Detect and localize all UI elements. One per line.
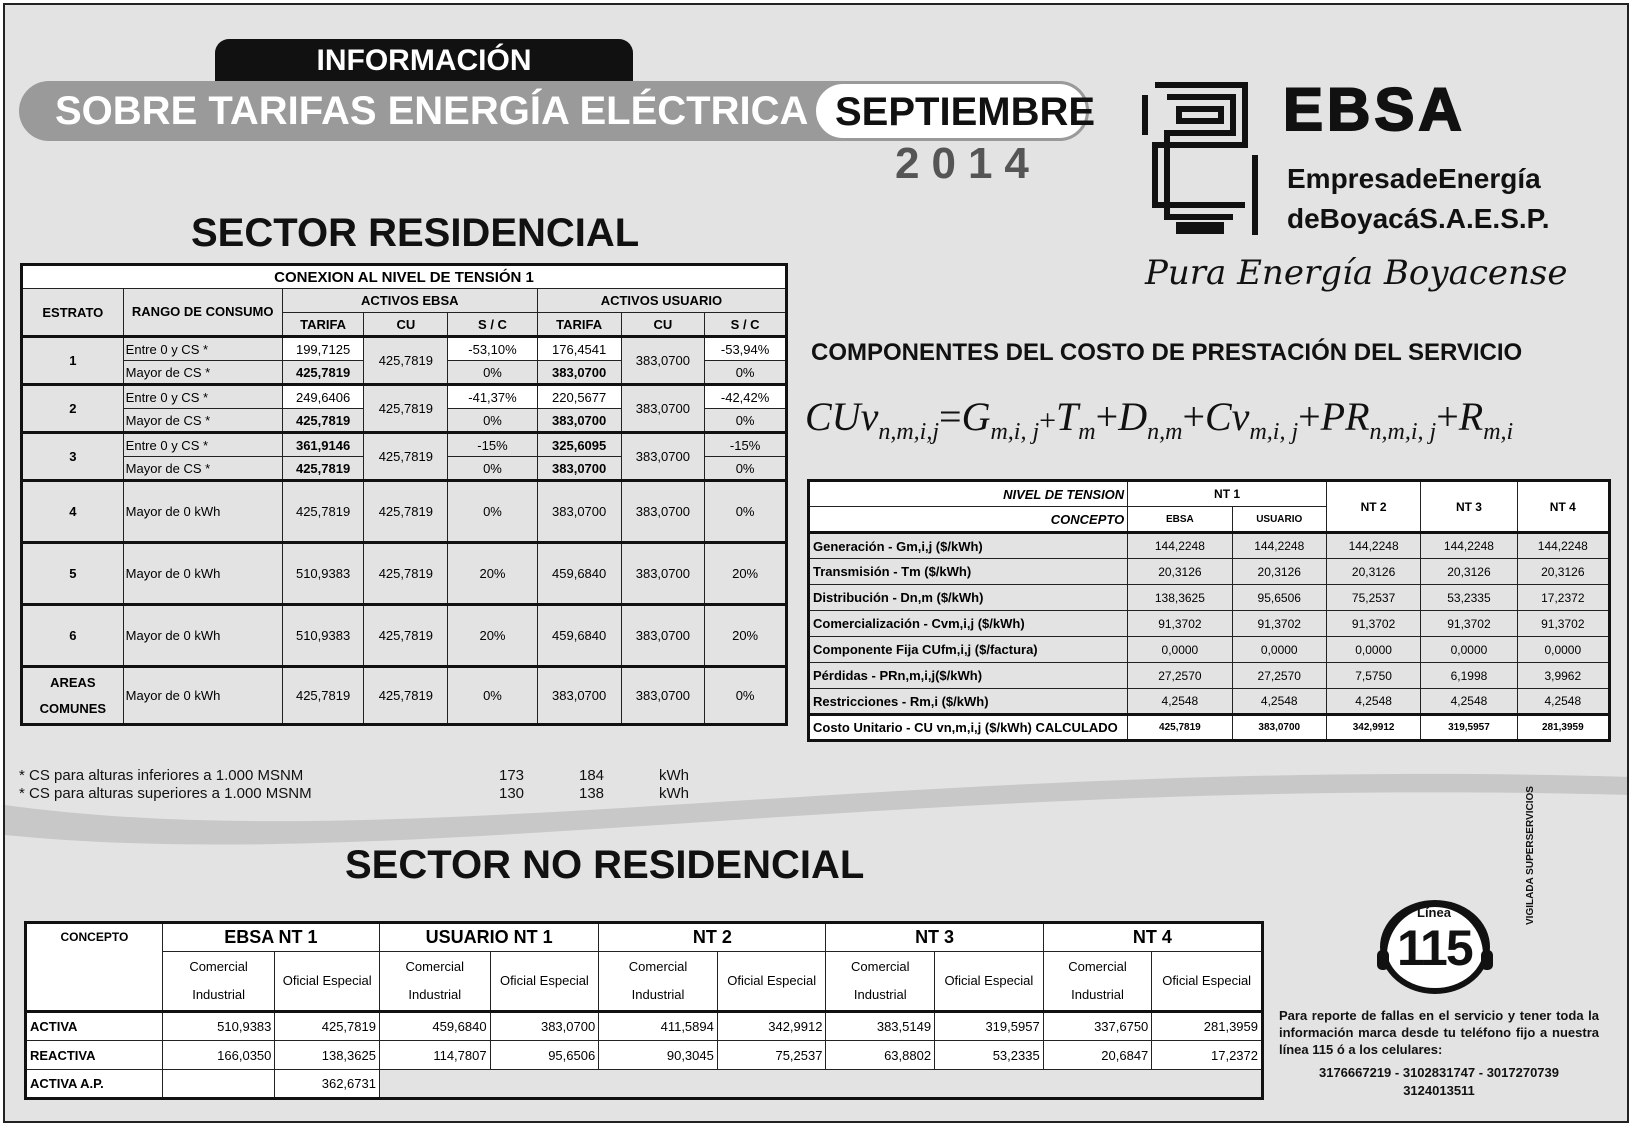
components-title: COMPONENTES DEL COSTO DE PRESTACIÓN DEL SERVICIO <box>811 339 1523 366</box>
value-cell: 138,3625 <box>1128 585 1232 611</box>
rango-cell: Mayor de CS * <box>123 361 282 385</box>
row-label: Transmisión - Tm ($/kWh) <box>809 559 1128 585</box>
group-header: USUARIO NT 1 <box>379 923 598 952</box>
formula-op: + <box>1436 394 1459 439</box>
value-cell: 144,2248 <box>1421 533 1517 559</box>
col-concepto: CONCEPTO <box>26 923 163 1012</box>
cu-cell: 425,7819 <box>364 605 448 667</box>
col-nivel-tension: NIVEL DE TENSION <box>809 481 1128 507</box>
sc-cell: 0% <box>448 409 538 433</box>
col-sc: S / C <box>448 313 538 337</box>
non-residential-title: SECTOR NO RESIDENCIAL <box>345 843 865 887</box>
value-cell: 63,8802 <box>826 1041 935 1070</box>
table-row <box>26 1012 1263 1041</box>
tarifa-cell: 325,6095 <box>537 433 621 457</box>
cs-note-2 <box>19 785 689 802</box>
sc-cell: 20% <box>448 543 538 605</box>
col-nt1: NT 1 <box>1128 481 1327 507</box>
formula-sub: m,i, j <box>1249 419 1299 445</box>
table-row <box>22 543 787 605</box>
formula-sub: m,i <box>1483 419 1514 445</box>
value-cell: 17,2372 <box>1152 1041 1263 1070</box>
group-header: NT 4 <box>1043 923 1262 952</box>
rango-cell: Mayor de 0 kWh <box>123 667 282 725</box>
subheader-cell: Oficial Especial <box>1152 952 1263 1012</box>
col-activos-ebsa: ACTIVOS EBSA <box>282 289 537 313</box>
value-cell: 342,9912 <box>1326 715 1420 741</box>
note-text: * CS para alturas superiores a 1.000 MSNM <box>19 785 312 802</box>
tarifa-cell: 199,7125 <box>282 337 364 361</box>
header-year: 2014 <box>895 139 1041 188</box>
header-info-label: INFORMACIÓN <box>215 39 633 81</box>
value-cell: 7,5750 <box>1326 663 1420 689</box>
value-cell: 4,2548 <box>1128 689 1232 715</box>
col-rango: RANGO DE CONSUMO <box>123 289 282 337</box>
value-cell: 0,0000 <box>1421 637 1517 663</box>
formula-sub: n,m,i, j <box>1369 419 1437 445</box>
tarifa-cell: 459,6840 <box>537 605 621 667</box>
value-cell: 144,2248 <box>1326 533 1420 559</box>
tarifa-cell: 383,0700 <box>537 667 621 725</box>
formula-sub: n,m <box>1147 419 1183 445</box>
formula-op: + <box>1039 404 1057 437</box>
value-cell: 0,0000 <box>1232 637 1326 663</box>
formula-lhs: CUv <box>805 394 879 439</box>
table-row <box>809 585 1610 611</box>
sc-cell: 0% <box>705 361 787 385</box>
tarifa-cell: 383,0700 <box>537 361 621 385</box>
subheader-cell: Comercial Industrial <box>1043 952 1152 1012</box>
value-cell: 20,6847 <box>1043 1041 1152 1070</box>
sc-cell: 20% <box>448 605 538 667</box>
contact-text: Para reporte de fallas en el servicio y tener toda la información marca desde tu teléfono fijo a nuestra línea 115 ó a los celulares: <box>1279 1008 1599 1057</box>
sc-cell: -15% <box>448 433 538 457</box>
rango-cell: Entre 0 y CS * <box>123 385 282 409</box>
header-month: SEPTIEMBRE <box>835 90 1096 134</box>
cu-cell: 383,0700 <box>621 337 705 385</box>
value-cell: 166,0350 <box>162 1041 275 1070</box>
value-cell: 6,1998 <box>1421 663 1517 689</box>
table-row <box>22 433 787 457</box>
header-title: SOBRE TARIFAS ENERGÍA ELÉCTRICA <box>55 89 809 133</box>
sc-cell: 0% <box>448 457 538 481</box>
value-cell: 4,2548 <box>1517 689 1609 715</box>
value-cell: 362,6731 <box>275 1070 380 1099</box>
value-cell: 91,3702 <box>1326 611 1420 637</box>
formula-term: G <box>961 394 991 439</box>
row-label: REACTIVA <box>26 1041 163 1070</box>
note-value: 184 <box>579 767 605 784</box>
estrato-cell: 6 <box>22 605 124 667</box>
table-row <box>22 385 787 409</box>
tarifa-cell: 249,6406 <box>282 385 364 409</box>
value-cell: 144,2248 <box>1517 533 1609 559</box>
formula-term: T <box>1056 394 1079 439</box>
value-cell: 90,3045 <box>599 1041 718 1070</box>
row-label: Generación - Gm,i,j ($/kWh) <box>809 533 1128 559</box>
rango-cell: Mayor de 0 kWh <box>123 543 282 605</box>
formula-sub: m,i, j <box>990 419 1040 445</box>
table-row <box>809 611 1610 637</box>
value-cell: 144,2248 <box>1128 533 1232 559</box>
col-nt2: NT 2 <box>1326 481 1420 533</box>
col-activos-usuario: ACTIVOS USUARIO <box>537 289 786 313</box>
table-row <box>809 559 1610 585</box>
table-row <box>809 689 1610 715</box>
value-cell: 383,0700 <box>1232 715 1326 741</box>
estrato-cell: 2 <box>22 385 124 433</box>
value-cell: 4,2548 <box>1326 689 1420 715</box>
note-value: 138 <box>579 785 605 802</box>
tariff-notice <box>3 3 1629 1123</box>
table-row <box>22 481 787 543</box>
col-cu: CU <box>621 313 705 337</box>
value-cell: 510,9383 <box>162 1012 275 1041</box>
note-value: 130 <box>499 785 525 802</box>
note-text: * CS para alturas inferiores a 1.000 MSNM <box>19 767 304 784</box>
value-cell: 75,2537 <box>717 1041 826 1070</box>
row-label: Restricciones - Rm,i ($/kWh) <box>809 689 1128 715</box>
company-name-1: EmpresadeEnergía <box>1287 163 1541 194</box>
rango-cell: Entre 0 y CS * <box>123 337 282 361</box>
table-row <box>22 337 787 361</box>
value-cell: 27,2570 <box>1128 663 1232 689</box>
col-tarifa: TARIFA <box>282 313 364 337</box>
formula-op: = <box>939 394 962 439</box>
value-cell: 319,5957 <box>935 1012 1044 1041</box>
table-row <box>22 605 787 667</box>
value-cell: 20,3126 <box>1517 559 1609 585</box>
row-label: Distribución - Dn,m ($/kWh) <box>809 585 1128 611</box>
formula-term: Cv <box>1205 394 1250 439</box>
subheader-cell: Comercial Industrial <box>379 952 490 1012</box>
tarifa-cell: 510,9383 <box>282 543 364 605</box>
formula-term: R <box>1458 394 1484 439</box>
value-cell: 144,2248 <box>1232 533 1326 559</box>
formula-term: PR <box>1320 394 1370 439</box>
tarifa-cell: 425,7819 <box>282 361 364 385</box>
value-cell: 91,3702 <box>1232 611 1326 637</box>
value-cell: 342,9912 <box>717 1012 826 1041</box>
value-cell: 425,7819 <box>1128 715 1232 741</box>
rango-cell: Mayor de CS * <box>123 409 282 433</box>
residential-table <box>20 263 788 726</box>
cu-cell: 425,7819 <box>364 481 448 543</box>
value-cell: 95,6506 <box>490 1041 599 1070</box>
group-header: EBSA NT 1 <box>162 923 379 952</box>
formula-term: D <box>1118 394 1148 439</box>
note-unit: kWh <box>659 767 689 784</box>
subheader-cell: Oficial Especial <box>490 952 599 1012</box>
rango-cell: Mayor de 0 kWh <box>123 605 282 667</box>
value-cell: 95,6506 <box>1232 585 1326 611</box>
col-estrato: ESTRATO <box>22 289 124 337</box>
table-row <box>809 663 1610 689</box>
subheader-cell: Comercial Industrial <box>162 952 275 1012</box>
value-cell: 383,0700 <box>490 1012 599 1041</box>
rango-cell: Mayor de 0 kWh <box>123 481 282 543</box>
contact-phones: 3176667219 - 3102831747 - 3017270739 <box>1318 1065 1559 1080</box>
table-row <box>26 1041 1263 1070</box>
cu-cell: 425,7819 <box>364 543 448 605</box>
tarifa-cell: 459,6840 <box>537 543 621 605</box>
tarifa-cell: 220,5677 <box>537 385 621 409</box>
sc-cell: 0% <box>448 667 538 725</box>
cost-formula <box>805 393 1513 446</box>
cu-cell: 425,7819 <box>364 433 448 481</box>
value-cell: 138,3625 <box>275 1041 380 1070</box>
sc-cell: 0% <box>705 457 787 481</box>
cu-cell: 383,0700 <box>621 481 705 543</box>
value-cell: 0,0000 <box>1326 637 1420 663</box>
value-cell: 91,3702 <box>1128 611 1232 637</box>
ebsa-logo-icon <box>1135 75 1265 245</box>
row-label: Pérdidas - PRn,m,i,j($/kWh) <box>809 663 1128 689</box>
tarifa-cell: 383,0700 <box>537 409 621 433</box>
formula-op: + <box>1182 394 1205 439</box>
cu-cell: 383,0700 <box>621 433 705 481</box>
table-row <box>809 533 1610 559</box>
group-header: NT 2 <box>599 923 826 952</box>
sc-cell: -15% <box>705 433 787 457</box>
formula-sub: m <box>1078 419 1096 445</box>
value-cell: 20,3126 <box>1128 559 1232 585</box>
value-cell: 20,3126 <box>1232 559 1326 585</box>
row-label: Costo Unitario - CU vn,m,i,j ($/kWh) CALCULADO <box>809 715 1128 741</box>
col-ebsa: EBSA <box>1128 507 1232 533</box>
row-label: ACTIVA A.P. <box>26 1070 163 1099</box>
estrato-cell: AREAS COMUNES <box>22 667 124 725</box>
line-number: 115 <box>1397 920 1472 976</box>
col-tarifa: TARIFA <box>537 313 621 337</box>
subheader-cell: Oficial Especial <box>275 952 380 1012</box>
tarifa-cell: 361,9146 <box>282 433 364 457</box>
value-cell: 4,2548 <box>1232 689 1326 715</box>
contact-phones: 3124013511 <box>1403 1083 1475 1098</box>
estrato-cell: 3 <box>22 433 124 481</box>
tarifa-cell: 510,9383 <box>282 605 364 667</box>
sc-cell: 20% <box>705 605 787 667</box>
row-label: Comercialización - Cvm,i,j ($/kWh) <box>809 611 1128 637</box>
residential-caption: CONEXION AL NIVEL DE TENSIÓN 1 <box>22 265 787 289</box>
ebsa-logo-text: EBSA <box>1283 76 1466 143</box>
sc-cell: 0% <box>448 481 538 543</box>
sc-cell: 0% <box>705 409 787 433</box>
sc-cell: -53,10% <box>448 337 538 361</box>
cu-cell: 383,0700 <box>621 667 705 725</box>
cu-cell: 383,0700 <box>621 605 705 667</box>
cu-cell: 383,0700 <box>621 543 705 605</box>
vigilada-label: VIGILADA SUPERSERVICIOS <box>1525 786 1536 925</box>
value-cell: 4,2548 <box>1421 689 1517 715</box>
non-residential-table <box>24 921 1264 1100</box>
sc-cell: -53,94% <box>705 337 787 361</box>
value-cell: 75,2537 <box>1326 585 1420 611</box>
value-cell: 281,3959 <box>1152 1012 1263 1041</box>
cu-cell: 383,0700 <box>621 385 705 433</box>
components-table <box>807 479 1611 742</box>
subheader-cell: Oficial Especial <box>935 952 1044 1012</box>
row-label: Componente Fija CUfm,i,j ($/factura) <box>809 637 1128 663</box>
sc-cell: 0% <box>448 361 538 385</box>
ebsa-logo <box>1135 75 1265 250</box>
col-usuario: USUARIO <box>1232 507 1326 533</box>
col-nt3: NT 3 <box>1421 481 1517 533</box>
estrato-cell: 1 <box>22 337 124 385</box>
value-cell: 0,0000 <box>1517 637 1609 663</box>
note-value: 173 <box>499 767 525 784</box>
cu-cell: 425,7819 <box>364 337 448 385</box>
sc-cell: 20% <box>705 543 787 605</box>
subheader-cell: Oficial Especial <box>717 952 826 1012</box>
col-sc: S / C <box>705 313 787 337</box>
company-name-2: deBoyacáS.A.E.S.P. <box>1287 203 1550 234</box>
value-cell: 53,2335 <box>935 1041 1044 1070</box>
cs-note-1 <box>19 767 689 784</box>
note-unit: kWh <box>659 785 689 802</box>
value-cell: 17,2372 <box>1517 585 1609 611</box>
estrato-cell: 4 <box>22 481 124 543</box>
tarifa-cell: 176,4541 <box>537 337 621 361</box>
cu-cell: 425,7819 <box>364 385 448 433</box>
subheader-cell: Comercial Industrial <box>599 952 718 1012</box>
sc-cell: -42,42% <box>705 385 787 409</box>
cu-cell: 425,7819 <box>364 667 448 725</box>
tarifa-cell: 425,7819 <box>282 481 364 543</box>
col-nt4: NT 4 <box>1517 481 1609 533</box>
value-cell: 337,6750 <box>1043 1012 1152 1041</box>
rango-cell: Mayor de CS * <box>123 457 282 481</box>
tarifa-cell: 383,0700 <box>537 457 621 481</box>
value-cell: 53,2335 <box>1421 585 1517 611</box>
value-cell: 3,9962 <box>1517 663 1609 689</box>
value-cell: 383,5149 <box>826 1012 935 1041</box>
group-header: NT 3 <box>826 923 1043 952</box>
formula-op: + <box>1298 394 1321 439</box>
col-cu: CU <box>364 313 448 337</box>
value-cell: 0,0000 <box>1128 637 1232 663</box>
value-cell: 27,2570 <box>1232 663 1326 689</box>
value-cell: 281,3959 <box>1517 715 1609 741</box>
slogan: Pura Energía Boyacense <box>1145 253 1568 293</box>
formula-op: + <box>1095 394 1119 439</box>
estrato-cell: 5 <box>22 543 124 605</box>
value-cell: 459,6840 <box>379 1012 490 1041</box>
value-cell: 114,7807 <box>379 1041 490 1070</box>
line-label: Línea <box>1417 905 1451 920</box>
tarifa-cell: 383,0700 <box>537 481 621 543</box>
value-cell: 91,3702 <box>1517 611 1609 637</box>
value-cell: 91,3702 <box>1421 611 1517 637</box>
sc-cell: 0% <box>705 481 787 543</box>
sc-cell: 0% <box>705 667 787 725</box>
formula-sub: n,m,i,j <box>878 419 939 445</box>
value-cell: 20,3126 <box>1326 559 1420 585</box>
value-cell: 411,5894 <box>599 1012 718 1041</box>
col-concepto: CONCEPTO <box>809 507 1128 533</box>
value-cell: 20,3126 <box>1421 559 1517 585</box>
row-label: ACTIVA <box>26 1012 163 1041</box>
total-row <box>809 715 1610 741</box>
tarifa-cell: 425,7819 <box>282 409 364 433</box>
value-cell: 425,7819 <box>275 1012 380 1041</box>
table-row <box>809 637 1610 663</box>
tarifa-cell: 425,7819 <box>282 667 364 725</box>
rango-cell: Entre 0 y CS * <box>123 433 282 457</box>
tarifa-cell: 425,7819 <box>282 457 364 481</box>
sc-cell: -41,37% <box>448 385 538 409</box>
subheader-cell: Comercial Industrial <box>826 952 935 1012</box>
value-cell: 319,5957 <box>1421 715 1517 741</box>
table-row <box>22 667 787 725</box>
residential-title: SECTOR RESIDENCIAL <box>191 211 640 255</box>
